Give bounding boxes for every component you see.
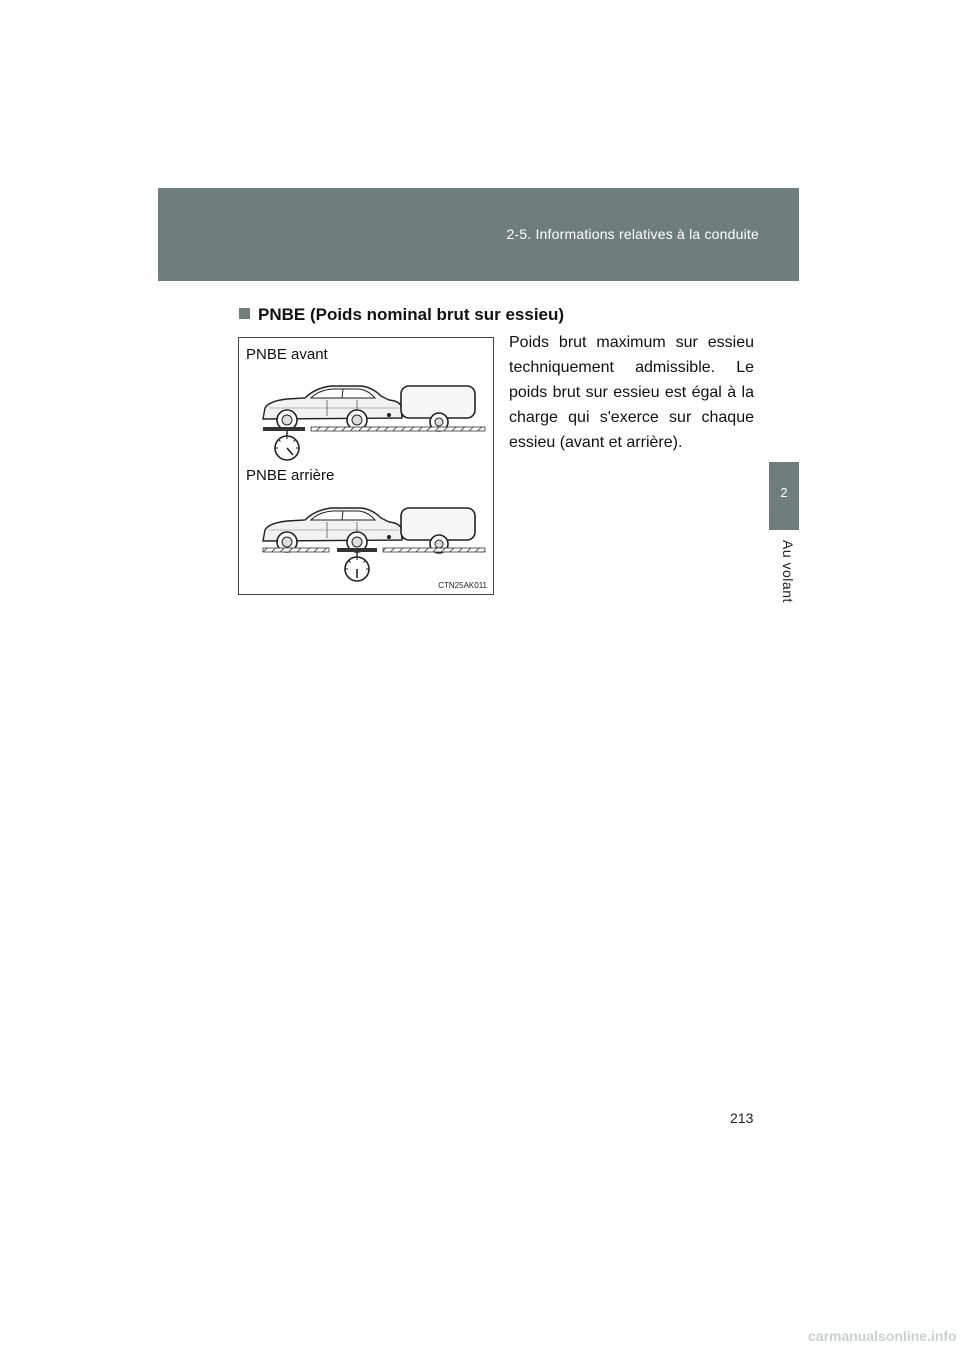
- section-title-text: PNBE (Poids nominal brut sur essieu): [258, 305, 565, 324]
- car-trailer-drawing: [239, 338, 495, 596]
- front-axle-scene: [263, 386, 485, 460]
- rear-axle-scene: [263, 508, 485, 581]
- gawr-illustration: [238, 337, 494, 595]
- watermark: carmanualsonline.info: [808, 1328, 957, 1344]
- square-bullet-icon: [239, 308, 250, 319]
- section-title: [239, 305, 564, 325]
- chapter-label: Au volant: [780, 540, 796, 603]
- description-paragraph: Poids brut maximum sur essieu techniquement admissible. Le poids brut sur essieu est égal à la charge qui s'exerce sur chaque essieu (avant et arrière).: [509, 334, 754, 451]
- figure-code: CTN25AK011: [438, 581, 487, 590]
- header-band: [158, 188, 799, 281]
- label-front-gawr: PNBE avant: [246, 346, 328, 363]
- page-number: 213: [730, 1110, 754, 1126]
- chapter-number: 2: [780, 485, 788, 500]
- label-rear-gawr: PNBE arrière: [246, 467, 335, 484]
- chapter-tab: [769, 462, 799, 530]
- section-breadcrumb: 2-5. Informations relatives à la conduite: [506, 226, 759, 242]
